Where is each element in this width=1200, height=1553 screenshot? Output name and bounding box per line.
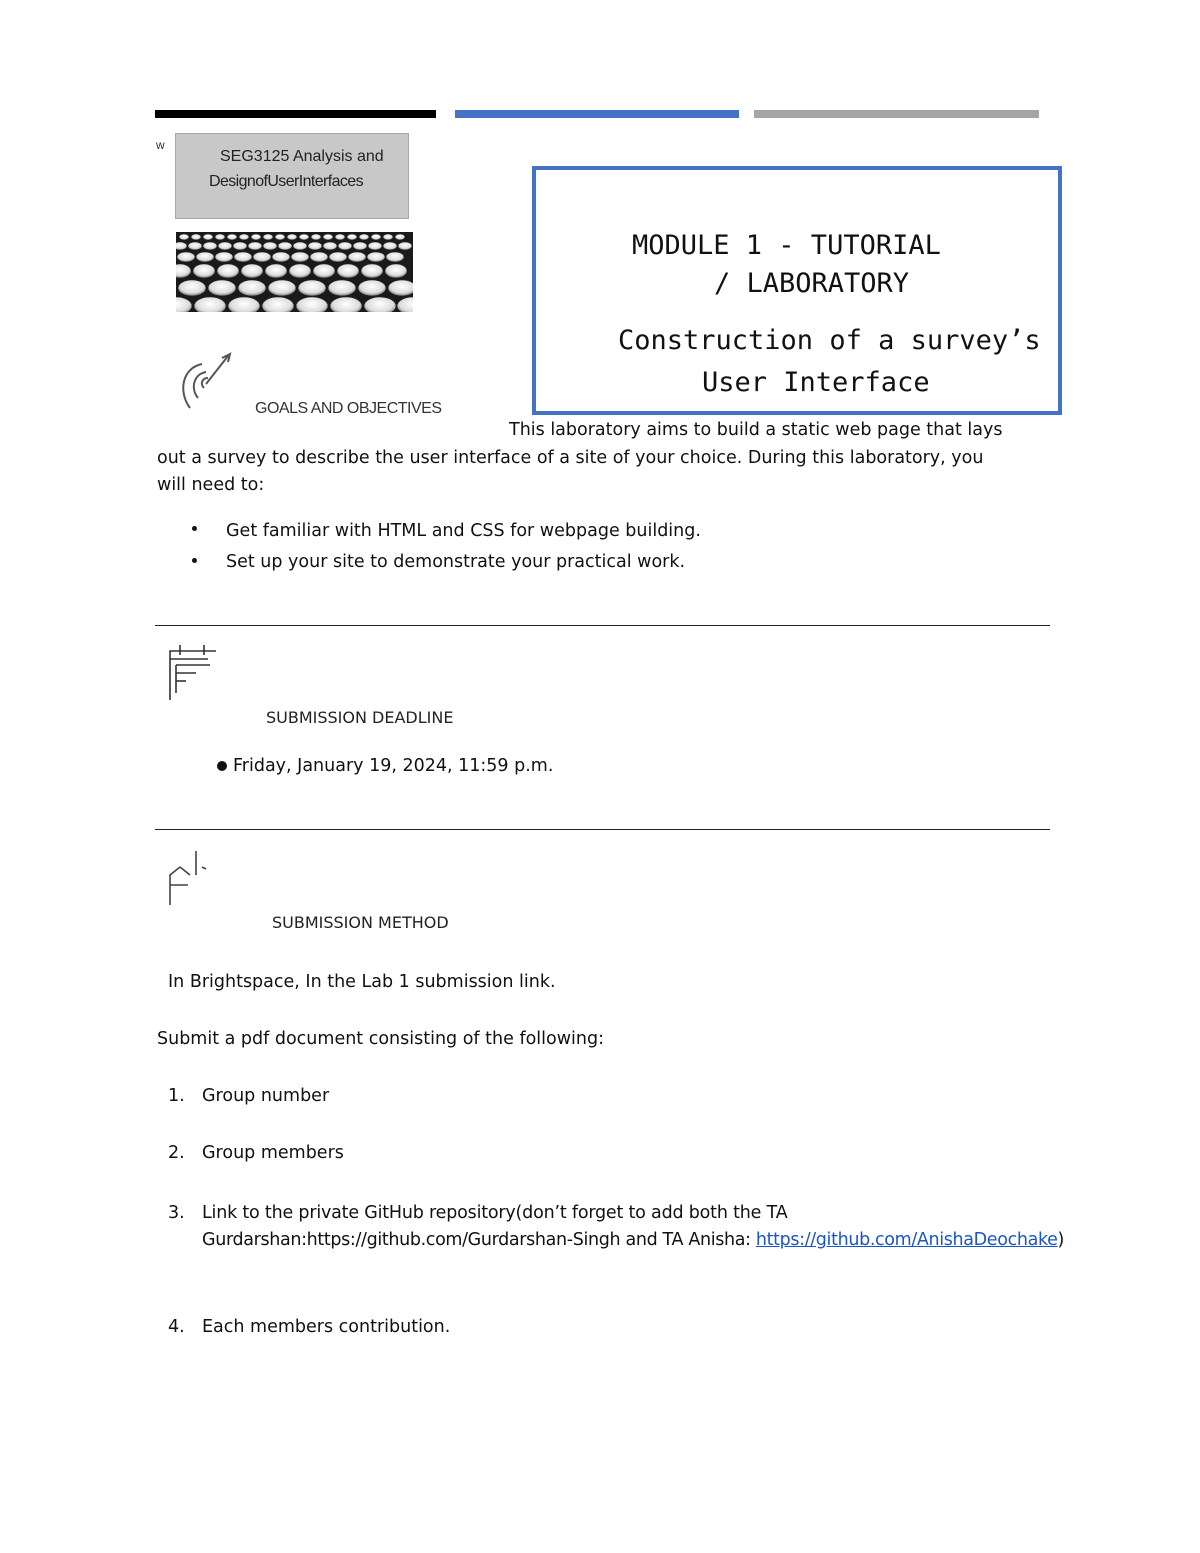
list-item: Get familiar with HTML and CSS for webpage building. [226, 521, 701, 541]
bullet-dot [192, 526, 197, 531]
method-heading: SUBMISSION METHOD [272, 913, 449, 932]
module-title-line2: / LABORATORY [714, 268, 910, 299]
list-item: Set up your site to demonstrate your practical work. [226, 552, 686, 572]
module-subtitle-line1: Construction of a survey’s [618, 325, 1041, 356]
github-text: Gurdarshan:https://github.com/Gurdarshan-Singh and TA Anisha: [202, 1230, 756, 1250]
goals-heading: GOALS AND OBJECTIVES [255, 400, 442, 417]
upload-icon [166, 849, 210, 907]
goals-intro-line1: This laboratory aims to build a static web page that lays [509, 420, 1003, 440]
module-subtitle-line2: User Interface [702, 367, 930, 398]
accent-bar-gray [754, 110, 1039, 118]
list-item: Each members contribution. [202, 1317, 451, 1337]
list-item-continuation [202, 1226, 1064, 1254]
accent-bar-black [155, 110, 436, 118]
module-title-box [532, 166, 1062, 415]
goals-intro-line3: will need to: [157, 475, 265, 495]
bullet-dot [217, 761, 227, 771]
course-title-line1: SEG3125 Analysis and [220, 148, 384, 165]
section-divider [155, 829, 1050, 830]
list-number: 2. [168, 1143, 185, 1163]
accent-bar-blue [455, 110, 739, 118]
circles-pattern-image [176, 232, 413, 312]
course-title-box [175, 133, 409, 219]
section-divider [155, 625, 1050, 626]
github-link[interactable]: https://github.com/AnishaDeochake [755, 1230, 1058, 1250]
closing-paren: ) [1057, 1230, 1065, 1250]
list-number: 1. [168, 1086, 185, 1106]
list-number: 3. [168, 1203, 185, 1223]
course-title-line2: DesignofUserInterfaces [209, 173, 363, 190]
goals-intro-line2: out a survey to describe the user interface of a site of your choice. During this laboratory, you [157, 448, 984, 468]
list-item: Group members [202, 1143, 344, 1163]
target-icon [178, 352, 234, 410]
method-submit-intro: Submit a pdf document consisting of the following: [157, 1029, 605, 1049]
deadline-date: Friday, January 19, 2024, 11:59 p.m. [233, 756, 554, 776]
list-item: Link to the private GitHub repository(don’t forget to add both the TA [202, 1203, 788, 1223]
list-item: Group number [202, 1086, 330, 1106]
method-where: In Brightspace, In the Lab 1 submission link. [168, 972, 556, 992]
bullet-dot [192, 558, 197, 563]
calendar-icon [166, 643, 220, 701]
stray-mark: w [156, 138, 165, 152]
module-title-line1: MODULE 1 - TUTORIAL [632, 230, 941, 261]
deadline-heading: SUBMISSION DEADLINE [266, 708, 454, 727]
list-number: 4. [168, 1317, 185, 1337]
